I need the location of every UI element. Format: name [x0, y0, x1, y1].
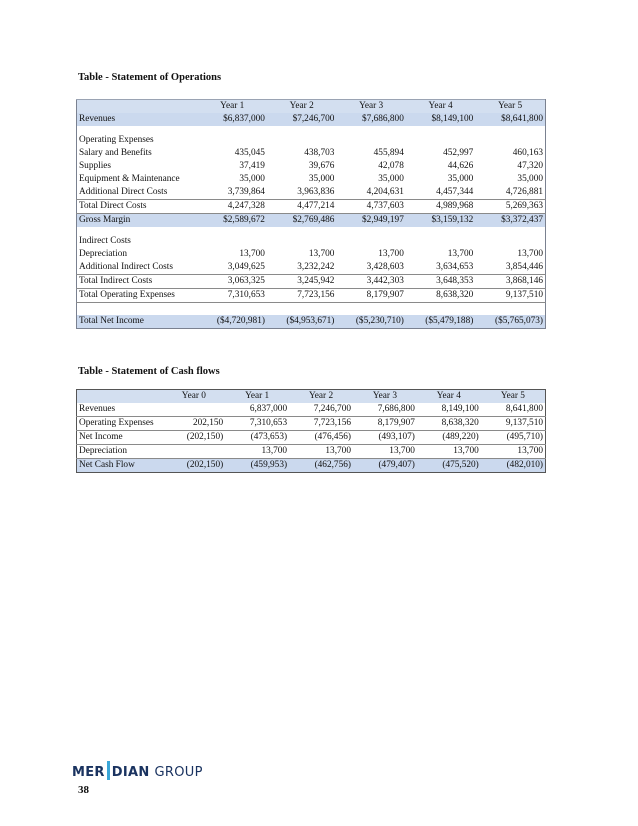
cell-value: 438,703 [304, 148, 335, 158]
cell-value: 8,179,907 [353, 417, 417, 431]
operations-title: Table - Statement of Operations [78, 72, 222, 83]
section-heading: Operating Expenses [79, 135, 154, 145]
cell-value: 13,700 [447, 249, 474, 259]
cell-value: 47,320 [517, 161, 543, 171]
header-cell: Year 4 [417, 390, 481, 404]
cell-value: 4,204,631 [336, 186, 405, 200]
table-row [77, 289, 546, 303]
row-label: Supplies [79, 161, 112, 171]
cell-value: 35,000 [447, 174, 474, 184]
cell-value: 13,700 [378, 249, 404, 259]
cell-value: 13,700 [353, 445, 417, 459]
statement-of-operations-table [76, 99, 546, 329]
cell-value: 202,150 [163, 417, 226, 431]
cell-value: 7,310,653 [225, 417, 289, 431]
cell-value: ($4,720,981) [198, 315, 267, 329]
cell-value: 7,246,700 [289, 403, 353, 417]
cell-value: 42,078 [378, 161, 404, 171]
cell-value: 4,457,344 [406, 186, 475, 200]
section-heading: Indirect Costs [79, 236, 131, 246]
header-row [77, 100, 546, 114]
cell-value: 8,638,320 [406, 289, 475, 303]
cell-value: (475,520) [417, 459, 481, 473]
table-row [77, 403, 546, 417]
cell-value: 4,989,968 [406, 200, 475, 214]
cell-value: $3,372,437 [475, 214, 545, 228]
cell-value: 3,428,603 [336, 261, 405, 275]
cell-value: (462,756) [289, 459, 353, 473]
cell-value: 3,648,353 [406, 275, 475, 289]
cell-value: 3,854,446 [475, 261, 545, 275]
table-row [77, 186, 546, 200]
header-cell: Year 0 [163, 390, 226, 404]
header-cell: Year 2 [289, 390, 353, 404]
row-label: Depreciation [77, 445, 163, 459]
cell-value: 452,997 [443, 148, 474, 158]
logo-text-part1: MER [72, 764, 105, 780]
row-label: Net Cash Flow [77, 459, 163, 473]
cell-value [163, 403, 226, 417]
cell-value: $3,159,132 [406, 214, 475, 228]
cell-value: 8,179,907 [336, 289, 405, 303]
table-row [77, 315, 546, 329]
cell-value: 5,269,363 [475, 200, 545, 214]
cell-value: 39,676 [308, 161, 335, 171]
header-row [77, 390, 546, 404]
logo-text-part3: GROUP [154, 764, 203, 780]
statement-of-cash-flows-table [76, 389, 546, 473]
cell-value: 13,700 [308, 249, 335, 259]
cell-value: 35,000 [517, 174, 543, 184]
row-label: Gross Margin [77, 214, 198, 228]
cell-value: 8,149,100 [417, 403, 481, 417]
cell-value: 3,063,325 [198, 275, 267, 289]
table-row [77, 147, 546, 160]
meridian-group-logo [72, 764, 203, 780]
cell-value: 8,638,320 [417, 417, 481, 431]
cell-value: $2,949,197 [336, 214, 405, 228]
cell-value: (476,456) [289, 431, 353, 445]
cell-value: 3,245,942 [267, 275, 336, 289]
cell-value: 460,163 [512, 148, 543, 158]
cell-value: (202,150) [163, 459, 226, 473]
row-label: Operating Expenses [77, 417, 163, 431]
table-row [77, 459, 546, 473]
table-row [77, 113, 546, 126]
cell-value: 3,963,836 [267, 186, 336, 200]
cell-value: $8,149,100 [406, 113, 475, 126]
cell-value: 8,641,800 [481, 403, 546, 417]
cell-value: 13,700 [417, 445, 481, 459]
row-label: Total Direct Costs [77, 200, 198, 214]
cell-value: 9,137,510 [481, 417, 546, 431]
header-cell: Year 4 [406, 100, 475, 114]
table-row [77, 417, 546, 431]
cell-value: ($5,479,188) [406, 315, 475, 329]
table-row [77, 160, 546, 173]
cell-value: (473,653) [225, 431, 289, 445]
cell-value [163, 445, 226, 459]
table-row [77, 134, 546, 147]
cell-value: 3,868,146 [475, 275, 545, 289]
cell-value: 9,137,510 [475, 289, 545, 303]
cell-value: ($5,230,710) [336, 315, 405, 329]
cell-value: 35,000 [378, 174, 404, 184]
cell-value: 3,634,653 [406, 261, 475, 275]
cell-value: 7,310,653 [198, 289, 267, 303]
header-cell: Year 2 [267, 100, 336, 114]
cell-value: (202,150) [163, 431, 226, 445]
row-label: Depreciation [79, 249, 128, 259]
cell-value: 4,737,603 [336, 200, 405, 214]
cell-value: 4,247,328 [198, 200, 267, 214]
header-cell [77, 390, 163, 404]
table-row [77, 200, 546, 214]
header-cell [77, 100, 198, 114]
cell-value: (459,953) [225, 459, 289, 473]
header-cell: Year 3 [336, 100, 405, 114]
table-row [77, 214, 546, 228]
row-label: Revenues [77, 403, 163, 417]
cell-value: (495,710) [481, 431, 546, 445]
cell-value: 13,700 [481, 445, 546, 459]
cell-value: 435,045 [234, 148, 265, 158]
logo-bar-icon [107, 761, 110, 780]
table-row [77, 173, 546, 186]
cell-value: 37,419 [239, 161, 265, 171]
table-row [77, 445, 546, 459]
row-label: Salary and Benefits [79, 148, 152, 158]
cell-value: 7,686,800 [353, 403, 417, 417]
cell-value: $7,246,700 [267, 113, 336, 126]
cell-value: 3,442,303 [336, 275, 405, 289]
cell-value: 7,723,156 [289, 417, 353, 431]
row-label: Net Income [77, 431, 163, 445]
cell-value: (489,220) [417, 431, 481, 445]
cell-value: (493,107) [353, 431, 417, 445]
cell-value: $8,641,800 [475, 113, 545, 126]
header-cell: Year 5 [475, 100, 545, 114]
cell-value: $2,769,486 [267, 214, 336, 228]
cell-value: 3,049,625 [198, 261, 267, 275]
cell-value: 6,837,000 [225, 403, 289, 417]
table-row [77, 235, 546, 248]
cell-value: 13,700 [289, 445, 353, 459]
row-label: Additional Direct Costs [77, 186, 198, 200]
cell-value: $2,589,672 [198, 214, 267, 228]
cell-value: 35,000 [239, 174, 265, 184]
table-row [77, 275, 546, 289]
cell-value: 7,723,156 [267, 289, 336, 303]
cell-value: (479,407) [353, 459, 417, 473]
cell-value: 35,000 [308, 174, 335, 184]
cashflows-title: Table - Statement of Cash flows [78, 366, 220, 377]
cell-value: $6,837,000 [198, 113, 267, 126]
row-label: Revenues [77, 113, 198, 126]
page-number: 38 [78, 784, 89, 796]
cell-value: $7,686,800 [336, 113, 405, 126]
table-row [77, 261, 546, 275]
cell-value: 4,726,881 [475, 186, 545, 200]
cell-value: (482,010) [481, 459, 546, 473]
table-row [77, 248, 546, 261]
header-cell: Year 1 [198, 100, 267, 114]
row-label: Total Operating Expenses [77, 289, 198, 303]
cell-value: 13,700 [517, 249, 543, 259]
table-row [77, 431, 546, 445]
cell-value: 3,232,242 [267, 261, 336, 275]
cell-value: 455,894 [373, 148, 404, 158]
cell-value: 4,477,214 [267, 200, 336, 214]
cell-value: 13,700 [225, 445, 289, 459]
row-label: Total Net Income [77, 315, 198, 329]
cell-value: ($5,765,073) [475, 315, 545, 329]
row-label: Total Indirect Costs [77, 275, 198, 289]
cell-value: ($4,953,671) [267, 315, 336, 329]
row-label: Equipment & Maintenance [79, 174, 180, 184]
cell-value: 13,700 [239, 249, 265, 259]
header-cell: Year 1 [225, 390, 289, 404]
logo-text-part2: DIAN [111, 764, 150, 780]
row-label: Additional Indirect Costs [77, 261, 198, 275]
header-cell: Year 3 [353, 390, 417, 404]
cell-value: 44,626 [447, 161, 474, 171]
header-cell: Year 5 [481, 390, 546, 404]
cell-value: 3,739,864 [198, 186, 267, 200]
